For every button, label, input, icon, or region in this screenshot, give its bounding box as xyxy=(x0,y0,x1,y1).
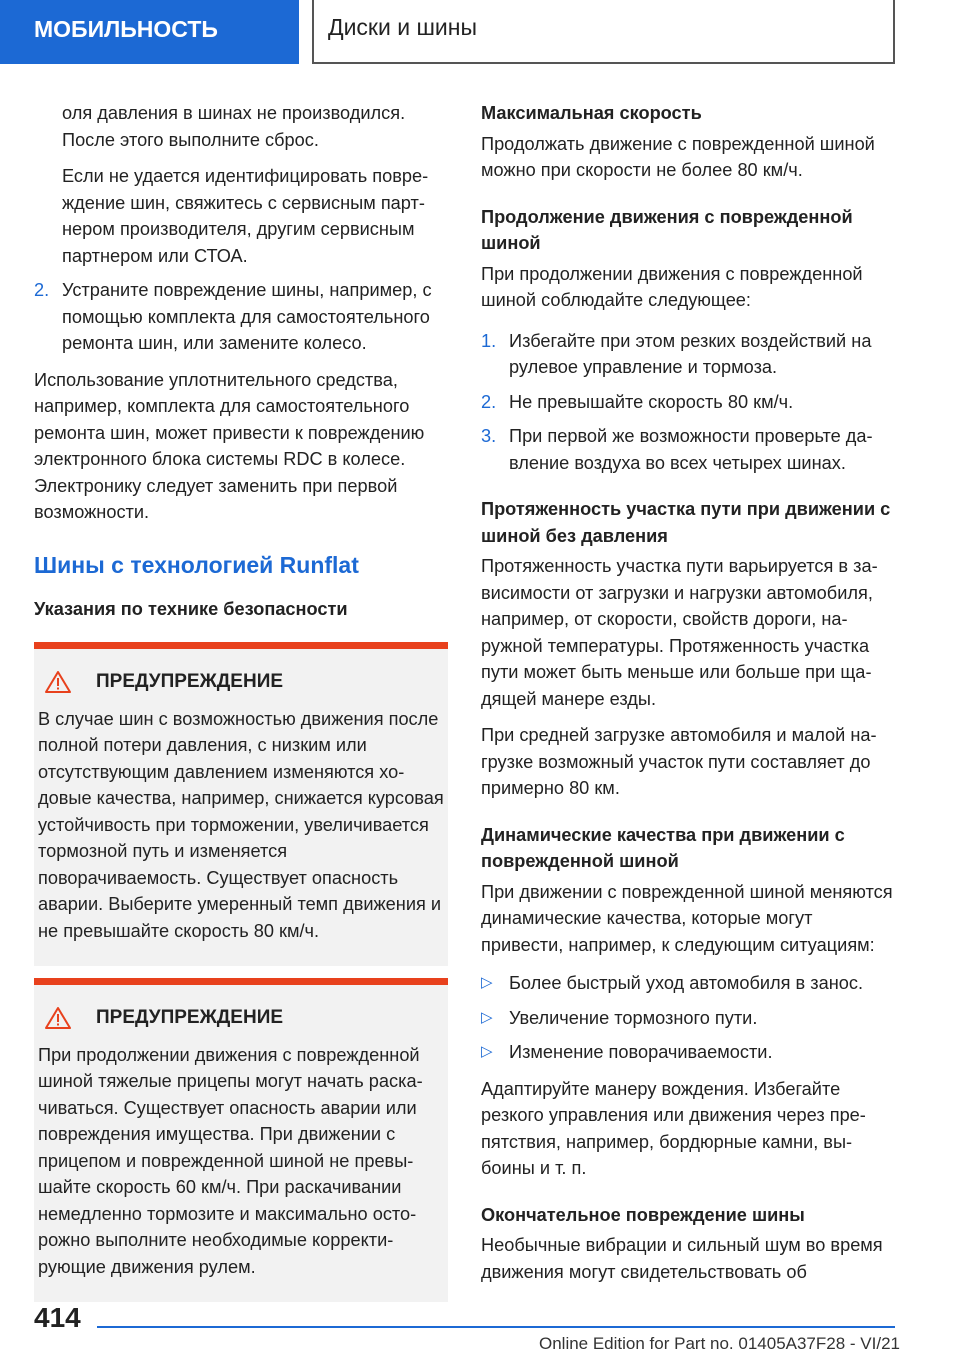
step-number: 1. xyxy=(481,330,497,351)
section-heading: Шины с технологией Runflat xyxy=(34,551,359,578)
paragraph: Необычные вибрации и сильный шум во время движения могут свидетельствовать об xyxy=(481,1235,883,1282)
paragraph: При движении с поврежденной шиной меняются динамические качества, которые могут привести, например, к следующим ситуациям: xyxy=(481,881,893,955)
paragraph: Продолжать движение с поврежденной шиной можно при скорости не более 80 км/ч. xyxy=(481,133,875,180)
triangle-bullet-icon: ▷ xyxy=(481,1008,493,1026)
paragraph: Если не удается идентифицировать повреждение шин, свяжитесь с сервисным партнером производителя, другим сервисным партнером или СТОА. xyxy=(62,166,429,266)
footer-divider xyxy=(97,1326,895,1328)
step-number: 2. xyxy=(34,280,50,300)
footer-edition: Online Edition for Part no. 01405A37F28 - VI/21 xyxy=(538,1334,900,1353)
subsection-heading: Протяженность участка пути при движении с шиной без давления xyxy=(481,499,891,546)
bullet-text: Изменение поворачиваемости. xyxy=(509,1042,773,1062)
page-number: 414 xyxy=(34,1302,81,1333)
list-item xyxy=(481,389,895,416)
step-number: 2. xyxy=(481,391,497,412)
bullet-text: Увеличение тормозного пути. xyxy=(509,1007,758,1028)
step-text: Устраните повреждение шины, например, с помощью комплекта для самостоятельного ремонта шин, или замените колесо. xyxy=(62,280,432,353)
subsection-heading: Продолжение движения с поврежденной шиной xyxy=(481,206,853,253)
right-column xyxy=(481,100,895,1285)
subsection-heading: Окончательное повреждение шины xyxy=(481,1204,805,1225)
triangle-bullet-icon: ▷ xyxy=(481,974,493,991)
subsection-heading: Указания по технике безопасности xyxy=(34,598,348,619)
bullet-text: Более быстрый уход автомобиля в занос. xyxy=(509,973,864,993)
warning-box xyxy=(34,642,448,966)
subsection-heading: Максимальная скорость xyxy=(481,103,702,123)
section-tab[interactable] xyxy=(0,0,299,64)
paragraph: оля давления в шинах не производился. После этого выполните сброс. xyxy=(62,103,406,150)
subsection-heading: Динамические качества при движении с поврежденной шиной xyxy=(481,824,845,871)
list-item xyxy=(481,328,895,381)
left-column xyxy=(34,100,448,1302)
warning-title-text: ПРЕДУПРЕЖДЕНИЕ xyxy=(96,1007,284,1028)
chapter-title: Диски и шины xyxy=(328,14,477,40)
list-item xyxy=(34,277,448,357)
chapter-header xyxy=(312,0,895,64)
paragraph: Использование уплотнительного средства, например, комплекта для самостоятельного ремонта шин, может привести к повреждению электронного блока системы RDC в колесе. Электронику следует заменить при первой возможности. xyxy=(34,369,425,522)
step-text: При первой же возможности проверьте давление воздуха во всех четырех шинах. xyxy=(509,426,873,473)
paragraph: Адаптируйте манеру вождения. Избегайте резкого управления или движения через препятствия, например, бордюрные камни, выбоины и т. п. xyxy=(481,1078,866,1178)
list-item xyxy=(481,423,895,476)
paragraph: При средней загрузке автомобиля и малой нагрузке возможный участок пути составляет до примерно 80 км. xyxy=(481,725,877,798)
warning-triangle-icon xyxy=(44,1006,72,1030)
warning-text: В случае шин с возможностью движения после полной потери давления, с низким или отсутствующим давлением изменяются ходовые качества, например, снижается курсовая устойчивость при торможении, увеличивается тормозной путь и изменяется поворачиваемость. Существует опасность аварии. Выберите умеренный темп движения и не превышайте скорость 80 км/ч. xyxy=(38,708,444,941)
step-number: 3. xyxy=(481,426,497,446)
list-item xyxy=(481,1039,895,1066)
section-title: МОБИЛЬНОСТЬ xyxy=(34,16,218,42)
step-text: Не превышайте скорость 80 км/ч. xyxy=(509,391,794,412)
warning-title-text: ПРЕДУПРЕЖДЕНИЕ xyxy=(96,671,284,692)
warning-text: При продолжении движения с поврежденной шиной тяжелые прицепы могут начать раскачиваться. Существует опасность аварии или повреждения имущества. При движении с прицепом и поврежденной шиной не превышайте скорость 60 км/ч. При раскачивании немедленно тормозите и максимально осторожно выполните необходимые корректирующие движения рулем. xyxy=(38,1044,423,1277)
warning-triangle-icon xyxy=(44,670,72,694)
paragraph: Протяженность участка пути варьируется в зависимости от загрузки и нагрузки автомобиля, например, от скорости, свойств дороги, наружной температуры. Протяженность участка пути может быть меньше или больше при щадящей манере езды. xyxy=(481,556,878,709)
warning-title xyxy=(38,1005,444,1032)
warning-box xyxy=(34,978,448,1302)
step-text: Избегайте при этом резких воздействий на рулевое управление и тормоза. xyxy=(509,330,872,377)
warning-title xyxy=(38,669,444,696)
list-item xyxy=(481,1005,895,1032)
triangle-bullet-icon: ▷ xyxy=(481,1043,493,1060)
list-item xyxy=(481,970,895,997)
paragraph: При продолжении движения с поврежденной шиной соблюдайте следующее: xyxy=(481,263,863,310)
